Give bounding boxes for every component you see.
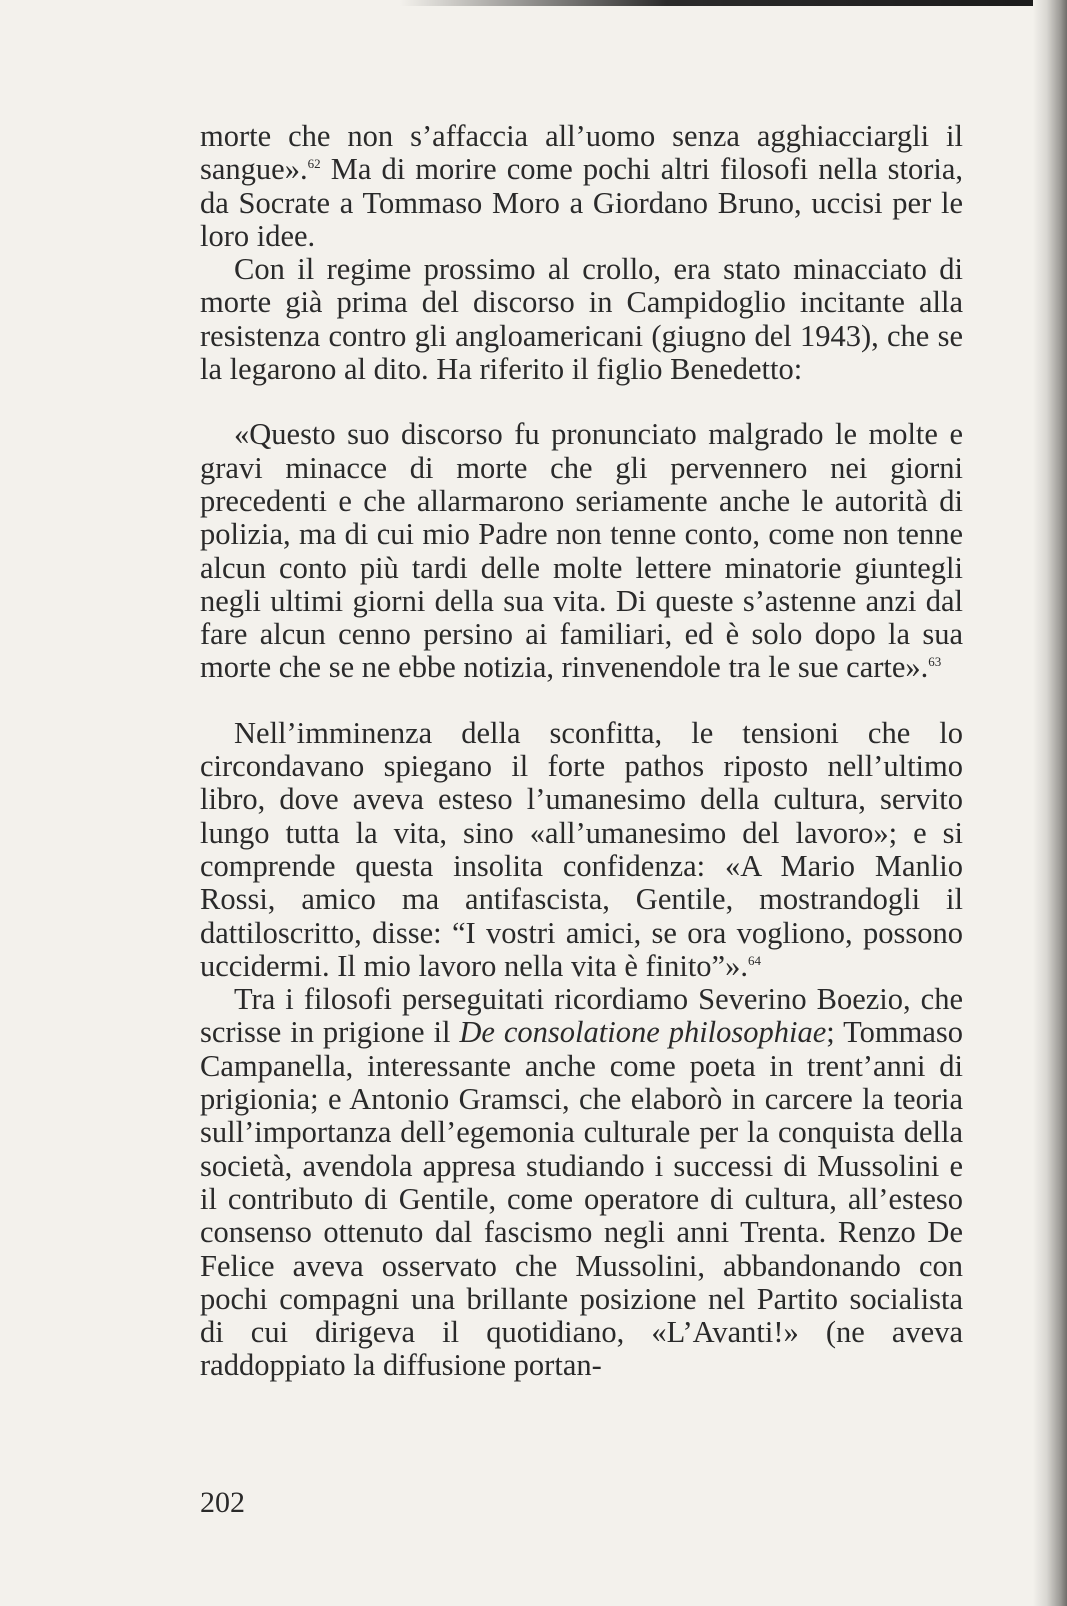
page-top-border [400, 0, 1067, 6]
paragraph-2: Con il regime prossimo al crollo, era stato minacciato di morte già prima del discorso in Campidoglio incitante alla resistenza contro gli angloamericani (giugno del 1943), che se la legarono al dito. Ha riferito il figlio Benedetto: [200, 252, 963, 387]
paragraph-3 [200, 717, 963, 983]
quote-paragraph [200, 418, 963, 684]
footnote-ref-64: 64 [747, 952, 761, 968]
quote-text: «Questo suo discorso fu pronunciato malgrado le molte e gravi minacce di morte che gli pervennero nei giorni precedenti e che allarmarono seriamente anche le autorità di polizia, ma di cui mio Padre non tenne conto, come non tenne alcun conto più tardi delle molte lettere minatorie giuntegli negli ultimi giorni della sua vita. Di queste s’astenne anzi dal fare alcun cenno persino ai familiari, ed è solo dopo la sua morte che se ne ebbe notizia, rinvenendole tra le sue carte». [200, 417, 963, 685]
page-number: 202 [200, 1486, 245, 1519]
block-quote [200, 418, 963, 684]
paragraph-1 [200, 120, 963, 253]
paragraph-4-text-a: Tra i filosofi perseguitati ricordiamo Severino Boezio, che scrisse in prigione il [200, 982, 963, 1050]
paragraph-1-text-a: morte che non s’affaccia all’uomo senza agghiacciargli il sangue». [200, 119, 963, 187]
book-title: De consolatione philosophiae [459, 1015, 827, 1050]
footnote-ref-62: 62 [307, 156, 321, 172]
footnote-ref-63: 63 [928, 654, 942, 670]
paragraph-3-text: Nell’imminenza della sconfitta, le tensioni che lo circondavano spiegano il forte pathos riposto nell’ultimo libro, dove aveva esteso l’umanesimo della cultura, servito lungo tutta la vita, sino «all’umanesimo del lavoro»; e si comprende questa insolita confidenza: «A Mario Manlio Rossi, amico ma antifascista, Gentile, mostrandogli il dattiloscritto, disse: “I vostri amici, se ora vogliono, possono uccidermi. Il mio lavoro nella vita è finito”». [200, 715, 963, 983]
paragraph-4-text-b: ; Tommaso Campanella, interessante anche come poeta in trent’anni di prigionia; e Antonio Gramsci, che elaborò in carcere la teoria sull’importanza dell’egemonia culturale per la conquista della società, avendola appresa studiando i successi di Mussolini e il contributo di Gentile, come operatore di cultura, all’esteso consenso ottenuto dal fascismo negli anni Trenta. Renzo De Felice aveva osservato che Mussolini, abbandonando con pochi compagni una brillante posizione nel Partito socialista di cui dirigeva il quotidiano, «L’Avanti!» (ne aveva raddoppiato la diffusione portan- [200, 1015, 963, 1383]
body-text [200, 120, 963, 1383]
paragraph-1-text-b: Ma di morire come pochi altri filosofi nella storia, da Socrate a Tommaso Moro a Giordano Bruno, uccisi per le loro idee. [200, 152, 963, 253]
paragraph-4 [200, 983, 963, 1383]
page-binding-shadow [1033, 0, 1067, 1606]
